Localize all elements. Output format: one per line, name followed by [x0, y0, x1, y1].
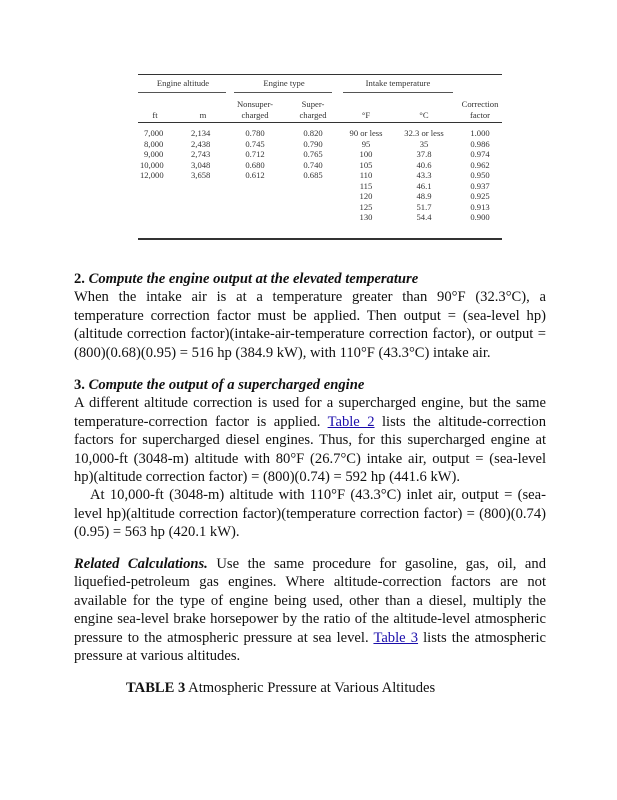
table-cell: 54.4 [416, 212, 432, 222]
table-cell: 0.937 [470, 180, 490, 191]
section-2-heading [74, 270, 546, 288]
table-top-rule [138, 74, 502, 75]
table-cell: 7,000 [144, 128, 164, 138]
table-cell: 43.3 [416, 170, 432, 180]
table-cell: 2,134 [191, 128, 211, 138]
table-cell: 3,658 [191, 170, 211, 180]
altitude-group-rule [138, 92, 226, 93]
subheader-nonsuper-2: charged [241, 110, 269, 120]
table-cell: 110 [359, 170, 373, 180]
table-cell: 0.612 [245, 170, 265, 180]
table-cell: 0.950 [470, 170, 490, 180]
section-2 [74, 270, 546, 362]
related-text-cont: lists the atmospheric pressure at various altitudes. [74, 629, 546, 665]
section-3-heading [74, 376, 546, 394]
table-cell: 2,743 [191, 149, 211, 159]
table-cell: 0.765 [303, 149, 323, 159]
section-3-body-2: At 10,000-ft (3048-m) altitude with 110°F (43.3°C) inlet air, output = (sea-level hp)(altitude correction factor)(temperature correction factor) = (800)(0.74)(0.95) = 563 hp (420.1 kW). [74, 487, 546, 541]
subheader-super-1: Super- [301, 99, 325, 109]
table-cell: 35 [419, 138, 429, 149]
table-cell: 120 [359, 191, 373, 201]
related-text: Use the same procedure for gasoline, gas, oil, and liquefied-petroleum gas engines. Where altitude-correction factors are not available for the type of engine being used, other than a diesel, multiply the engine sea-level brake horsepower by the ratio of the altitude-level atmospheric pressure to the atmospheric pressure at sea level. [74, 556, 546, 646]
table-cell: 0.685 [303, 170, 323, 180]
table-cell: 0.740 [303, 159, 323, 170]
table-cell: 0.962 [470, 159, 490, 170]
section-3-text-cont: lists the altitude-correction factors for supercharged diesel engines. Thus, for this supercharged engine at 10,000-ft (3048-m) altitude with 80°F (26.7°C) intake air, output = (sea-level hp)(altitude correction factor) = (800)(0.74) = 592 hp (441.6 kW). [74, 413, 546, 486]
subheader-correction-1: Correction [461, 99, 499, 109]
caption-label: TABLE 3 [126, 680, 186, 696]
table-cell: 3,048 [191, 159, 211, 170]
related-body [74, 555, 546, 665]
table-cell: 1.000 [470, 128, 490, 138]
table-cell: 8,000 [144, 138, 164, 149]
table-cell: 0.745 [245, 138, 265, 149]
section-3 [74, 376, 546, 542]
table-cell: 46.1 [416, 180, 432, 191]
table-cell: 12,000 [140, 170, 164, 180]
type-group-rule [234, 92, 332, 93]
table-cell: 10,000 [140, 159, 164, 170]
table-cell: 9,000 [144, 149, 164, 159]
table-cell: 0.712 [245, 149, 265, 159]
section-3-body [74, 394, 546, 486]
subheader-super-2: charged [299, 110, 327, 120]
table-cell: 0.913 [470, 201, 490, 212]
table-3-link[interactable]: Table 3 [373, 629, 419, 646]
table-cell: 0.680 [245, 159, 265, 170]
table-cell: 0.900 [470, 212, 490, 222]
caption-text: Atmospheric Pressure at Various Altitudes [185, 680, 436, 696]
table-cell: 40.6 [416, 159, 432, 170]
table-cell: 0.986 [470, 138, 490, 149]
table-cell: 48.9 [416, 191, 432, 201]
table-2-link[interactable]: Table 2 [327, 413, 375, 430]
table-cell: 0.790 [303, 138, 323, 149]
section-2-body: When the intake air is at a temperature greater than 90°F (32.3°C), a temperature correction factor must be applied. Then output = (sea-level hp)(altitude correction factor)(intake-air-temperature correction factor), or output = (800)(0.68)(0.95) = 516 hp (384.9 kW), with 110°F (43.3°C) intake air. [74, 289, 546, 361]
table-bottom-rule [138, 238, 502, 240]
table-cell: 32.3 or less [404, 128, 444, 138]
table-cell: 130 [359, 212, 373, 222]
related-calculations [74, 555, 546, 665]
subheader-ft: ft [152, 110, 158, 120]
table-cell: 95 [361, 138, 371, 149]
header-engine-altitude: Engine altitude [156, 78, 210, 88]
table-cell: 2,438 [191, 138, 211, 149]
table-cell: 100 [359, 149, 373, 159]
table-cell: 125 [359, 201, 373, 212]
table-cell: 115 [359, 180, 373, 191]
table-cell: 37.8 [416, 149, 432, 159]
table-header-rule [138, 122, 502, 123]
section-3-number: 3. [74, 377, 85, 393]
subheader-fahrenheit: °F [361, 110, 371, 120]
subheader-celsius: °C [419, 110, 429, 120]
table-3-caption [126, 679, 435, 697]
table-cell: 0.974 [470, 149, 490, 159]
table-cell: 90 or less [349, 128, 383, 138]
table-cell: 105 [359, 159, 373, 170]
section-2-title: Compute the engine output at the elevated temperature [88, 271, 419, 287]
table-cell: 0.925 [470, 191, 490, 201]
table-cell: 0.820 [303, 128, 323, 138]
section-3-title: Compute the output of a supercharged engine [88, 377, 365, 393]
header-intake-temperature: Intake temperature [365, 78, 431, 88]
table-cell: 51.7 [416, 201, 432, 212]
header-engine-type: Engine type [263, 78, 305, 88]
related-title: Related Calculations. [74, 556, 208, 572]
temperature-group-rule [343, 92, 453, 93]
subheader-nonsuper-1: Nonsuper- [236, 99, 274, 109]
subheader-correction-2: factor [469, 110, 491, 120]
section-3-text: A different altitude correction is used for a supercharged engine, but the same temperature-correction factor is applied. [74, 395, 546, 430]
section-2-number: 2. [74, 271, 85, 287]
table-cell: 0.780 [245, 128, 265, 138]
subheader-m: m [199, 110, 207, 120]
